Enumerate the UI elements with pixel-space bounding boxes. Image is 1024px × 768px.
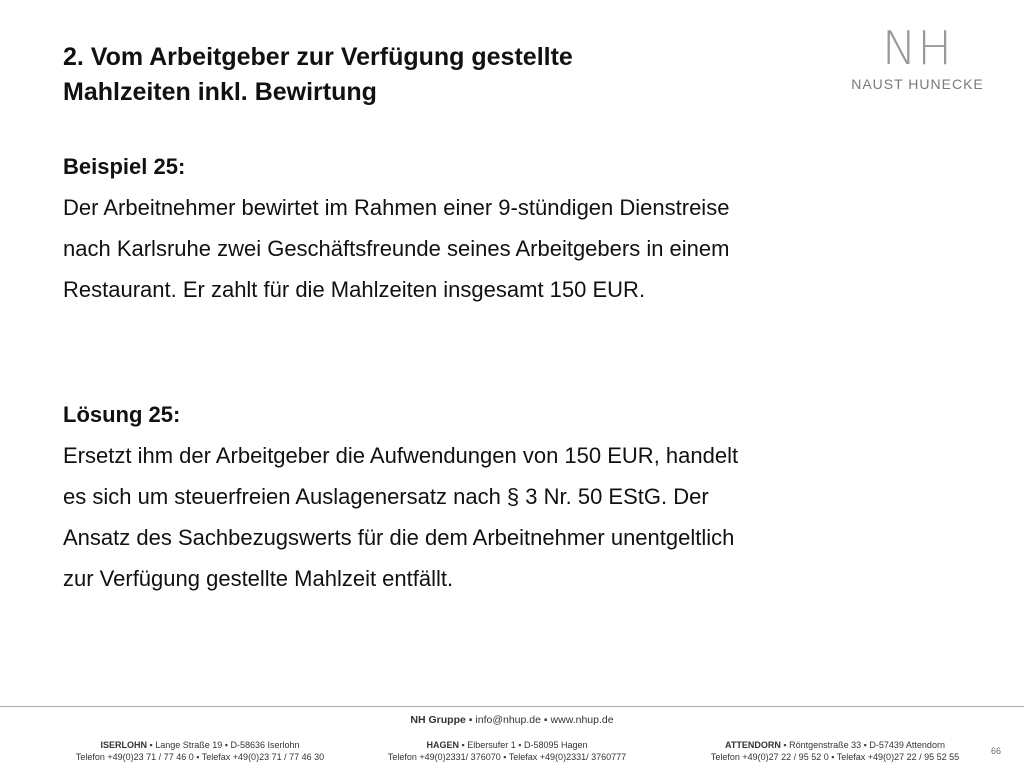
solution-text-line: es sich um steuerfreien Auslagenersatz nach § 3 Nr. 50 EStG. Der xyxy=(63,484,709,509)
office-city: ATTENDORN xyxy=(725,740,781,750)
office-phone: Telefon +49(0)23 71 / 77 46 0 xyxy=(75,752,194,762)
office-phone: Telefon +49(0)2331/ 376070 xyxy=(387,752,501,762)
solution-text-line: zur Verfügung gestellte Mahlzeit entfällt. xyxy=(63,566,454,591)
office-fax: Telefax +49(0)2331/ 3760777 xyxy=(508,752,627,762)
logo-company-name: NAUST HUNECKE xyxy=(851,76,984,92)
footer-divider xyxy=(0,706,1024,707)
office-street: Lange Straße 19 xyxy=(155,740,223,750)
footer-separator: ▪ xyxy=(543,714,548,726)
naust-hunecke-logo xyxy=(835,21,1000,92)
office-iserlohn xyxy=(45,739,355,763)
slide-title-line-2: Mahlzeiten inkl. Bewirtung xyxy=(63,78,377,106)
office-address-line: ATTENDORN ▪ Röntgenstraße 33 ▪ D-57439 Attendorn xyxy=(725,740,945,750)
office-address-line: HAGEN ▪ Elbersufer 1 ▪ D-58095 Hagen xyxy=(426,740,588,750)
page-number: 66 xyxy=(990,746,1001,756)
office-fax: Telefax +49(0)23 71 / 77 46 30 xyxy=(201,752,325,762)
logo-monogram: NH xyxy=(882,21,953,75)
office-zip-city: D-57439 Attendorn xyxy=(869,740,945,750)
example-text-line: Restaurant. Er zahlt für die Mahlzeiten insgesamt 150 EUR. xyxy=(63,277,646,302)
example-text-line: Der Arbeitnehmer bewirtet im Rahmen einer 9-stündigen Dienstreise xyxy=(63,195,730,220)
office-attendorn xyxy=(680,739,990,763)
office-phone-line: Telefon +49(0)27 22 / 95 52 0 ▪ Telefax +49(0)27 22 / 95 52 55 xyxy=(710,752,960,762)
footer-website-link[interactable]: www.nhup.de xyxy=(550,714,614,726)
solution-text-line: Ansatz des Sachbezugswerts für die dem Arbeitnehmer unentgeltlich xyxy=(63,525,735,550)
office-hagen xyxy=(352,739,662,763)
office-address-line: ISERLOHN ▪ Lange Straße 19 ▪ D-58636 Iserlohn xyxy=(100,740,300,750)
example-heading: Beispiel 25: xyxy=(63,154,186,179)
office-phone: Telefon +49(0)27 22 / 95 52 0 xyxy=(710,752,829,762)
solution-heading: Lösung 25: xyxy=(63,402,181,427)
solution-text-line: Ersetzt ihm der Arbeitgeber die Aufwendungen von 150 EUR, handelt xyxy=(63,443,739,468)
office-street: Röntgenstraße 33 xyxy=(789,740,862,750)
footer-company: NH Gruppe xyxy=(410,714,466,726)
footer-separator: ▪ xyxy=(468,714,473,726)
office-fax: Telefax +49(0)27 22 / 95 52 55 xyxy=(836,752,960,762)
example-block xyxy=(63,146,729,310)
slide-title-line-1: 2. Vom Arbeitgeber zur Verfügung gestellte xyxy=(63,43,573,71)
example-text-line: nach Karlsruhe zwei Geschäftsfreunde seines Arbeitgebers in einem xyxy=(63,236,730,261)
footer-email-link[interactable]: info@nhup.de xyxy=(475,714,541,726)
slide-title xyxy=(63,40,573,110)
office-city: HAGEN xyxy=(426,740,459,750)
office-zip-city: D-58095 Hagen xyxy=(523,740,588,750)
office-phone-line: Telefon +49(0)2331/ 376070 ▪ Telefax +49(0)2331/ 3760777 xyxy=(387,752,627,762)
footer-contact-line xyxy=(0,714,1024,726)
office-street: Elbersufer 1 xyxy=(467,740,516,750)
office-phone-line: Telefon +49(0)23 71 / 77 46 0 ▪ Telefax +49(0)23 71 / 77 46 30 xyxy=(75,752,325,762)
office-zip-city: D-58636 Iserlohn xyxy=(230,740,300,750)
solution-block xyxy=(63,394,738,599)
office-city: ISERLOHN xyxy=(100,740,147,750)
